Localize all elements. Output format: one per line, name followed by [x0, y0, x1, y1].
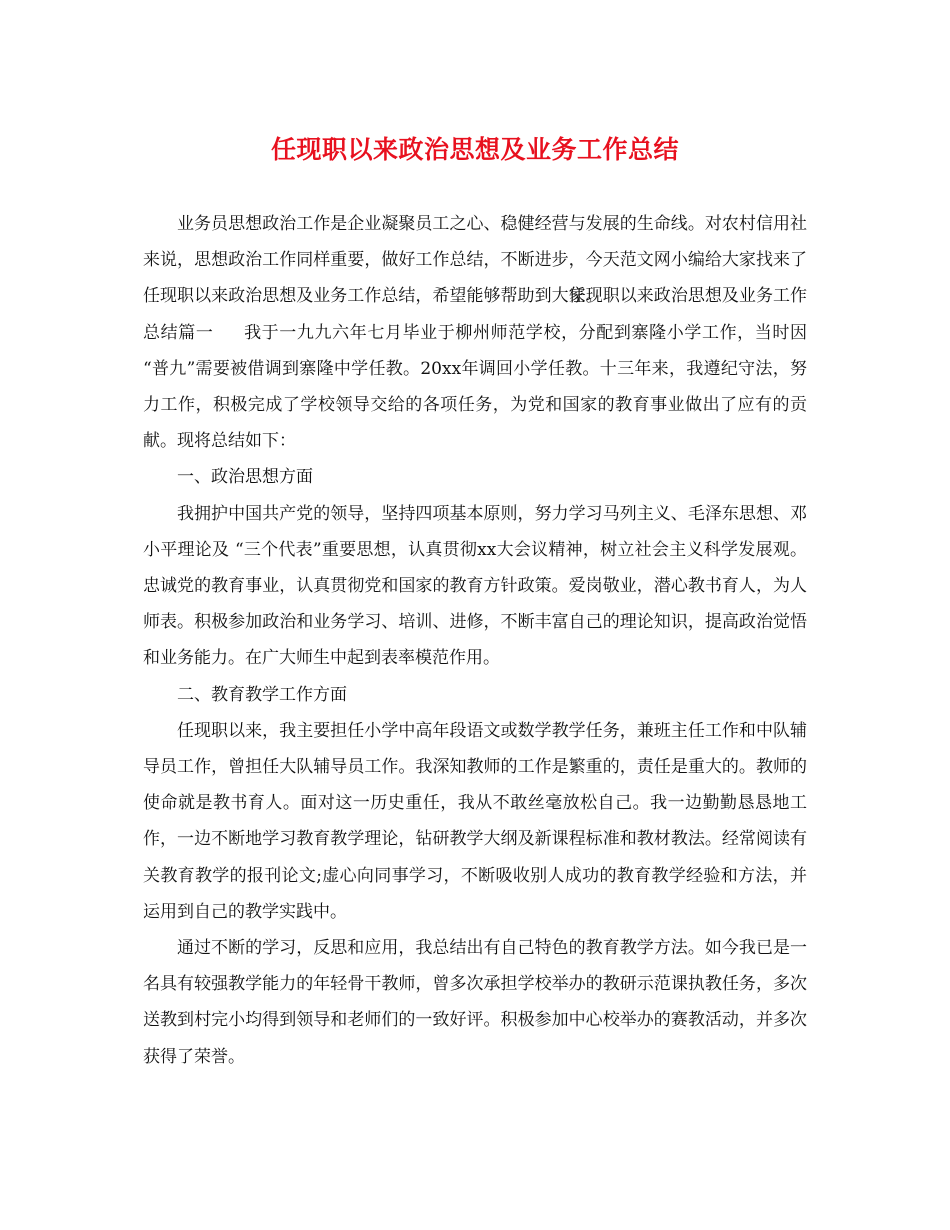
opening-text: 我于一九九六年七月毕业于柳州师范学校，分配到寨隆小学工作，当时因 “普九”需要被借调到寨隆中学任教。20xx年调回小学任教。十三年来，我遵纪守法，努力工作，积极完成了学校领导交给的各项任务，为党和国家的教育事业做出了应有的贡献。现将总结如下： [143, 322, 808, 452]
section-heading-teaching: 二、教育教学工作方面 [177, 684, 347, 705]
section-paragraph-teaching-2: 通过不断的学习，反思和应用，我总结出有自己特色的教育教学方法。如今我已是一名具有较强教学能力的年轻骨干教师，曾多次承担学校举办的教研示范课执教任务，多次送教到村完小均得到领导和老师们的一致好评。积极参加中心校举办的赛教活动，并多次获得了荣誉。 [143, 938, 807, 1067]
article-title: 任现职以来政治思想及业务工作总结篇一 [143, 286, 808, 343]
document-body [143, 206, 807, 1075]
section-paragraph-teaching-1: 任现职以来，我主要担任小学中高年段语文或数学教学任务，兼班主任工作和中队辅导员工作，曾担任大队辅导员工作。我深知教师的工作是繁重的，责任是重大的。教师的使命就是教书育人。面对这一历史重任，我从不敢丝毫放松自己。我一边勤勤恳恳地工作，一边不断地学习教育教学理论，钻研教学大纲及新课程标准和教材教法。经常阅读有关教育教学的报刊论文;虚心向同事学习，不断吸收别人成功的教育教学经验和方法，并运用到自己的教学实践中。 [143, 720, 807, 922]
section-heading-politics: 一、政治思想方面 [177, 467, 313, 488]
intro-text: 业务员思想政治工作是企业凝聚员工之心、稳健经营与发展的生命线。对农村信用社来说，思想政治工作同样重要，做好工作总结，不断进步，今天范文网小编给大家找来了任现职以来政治思想及业务工作总结，希望能够帮助到大家。 [143, 214, 807, 307]
intro-paragraph [143, 206, 807, 459]
document-title: 任现职以来政治思想及业务工作总结 [270, 135, 679, 164]
section-paragraph-politics: 我拥护中国共产党的领导，坚持四项基本原则，努力学习马列主义、毛泽东思想、邓小平理论及 “三个代表”重要思想，认真贯彻xx大会议精神，树立社会主义科学发展观。忠诚党的教育事业，认真贯彻党和国家的教育方针政策。爱岗敬业，潜心教书育人，为人师表。积极参加政治和业务学习、培训、进修，不断丰富自己的理论知识，提高政治觉悟和业务能力。在广大师生中起到表率模范作用。 [143, 503, 807, 669]
